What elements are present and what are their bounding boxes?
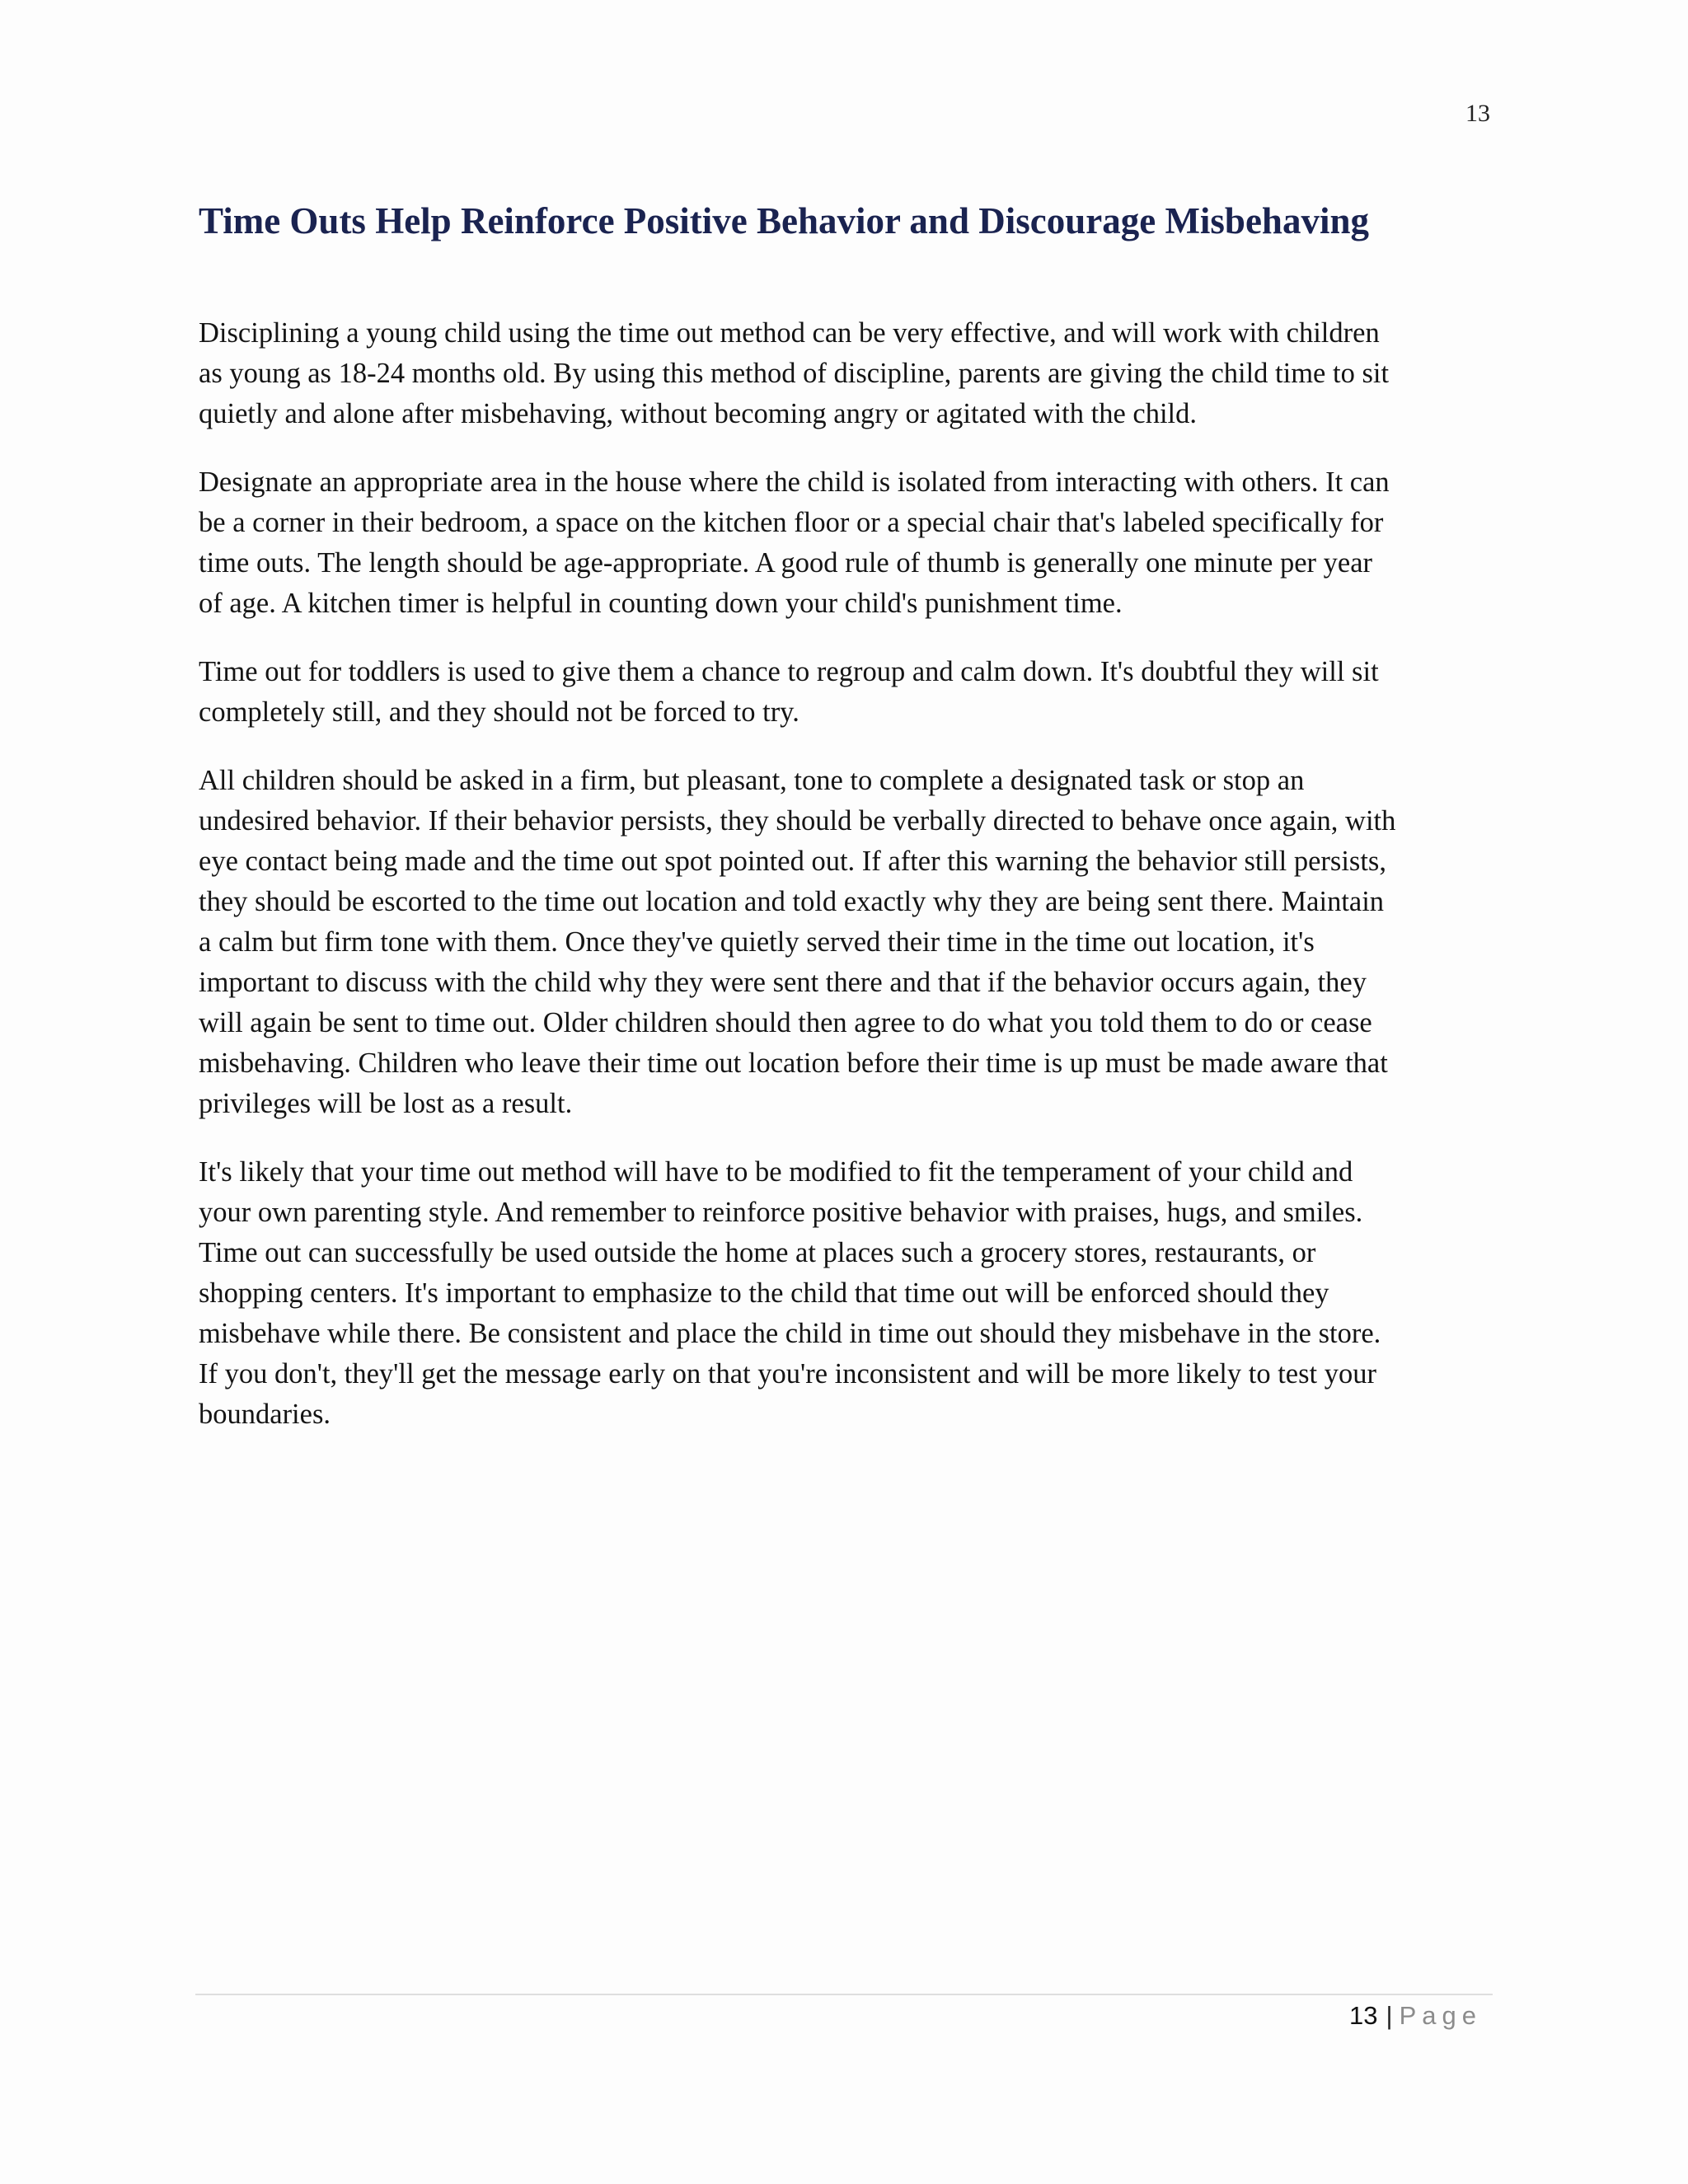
paragraph-line: Time out can successfully be used outside the home at places such a grocery stores, restaurants, or: [199, 1237, 1316, 1268]
paragraph-line: All children should be asked in a firm, but pleasant, tone to complete a designated task or stop an: [199, 765, 1305, 796]
paragraph-line: misbehave while there. Be consistent and place the child in time out should they misbehave in the store.: [199, 1318, 1381, 1349]
paragraph-line: your own parenting style. And remember to reinforce positive behavior with praises, hugs, and smiles.: [199, 1197, 1363, 1228]
paragraph-line: quietly and alone after misbehaving, without becoming angry or agitated with the child.: [199, 398, 1198, 429]
paragraph-line: important to discuss with the child why they were sent there and that if the behavior occurs again, they: [199, 967, 1367, 998]
paragraph-line: they should be escorted to the time out location and told exactly why they are being sent there. Maintain: [199, 886, 1385, 917]
paragraph-line: as young as 18-24 months old. By using this method of discipline, parents are giving the child time to sit: [199, 358, 1390, 389]
footer-separator: |: [1386, 2001, 1393, 2030]
section-heading: Time Outs Help Reinforce Positive Behavior and Discourage Misbehaving: [199, 200, 1369, 241]
paragraph-line: It's likely that your time out method will have to be modified to fit the temperament of your child and: [199, 1156, 1353, 1188]
footer-divider: [195, 1994, 1493, 1995]
paragraph: [199, 313, 1501, 434]
paragraph-line: eye contact being made and the time out spot pointed out. If after this warning the behavior still persists,: [199, 846, 1386, 877]
paragraph-line: misbehaving. Children who leave their time out location before their time is up must be made aware that: [199, 1047, 1388, 1079]
paragraph-line: of age. A kitchen timer is helpful in counting down your child's punishment time.: [199, 588, 1123, 619]
paragraph-line: undesired behavior. If their behavior persists, they should be verbally directed to behave once again, with: [199, 805, 1396, 837]
footer-page-number: 13: [1349, 2001, 1378, 2030]
paragraph-line: Time out for toddlers is used to give them a chance to regroup and calm down. It's doubtful they will sit: [199, 656, 1379, 687]
body-text: [199, 313, 1501, 1463]
page-footer: [1349, 1998, 1482, 2034]
paragraph: [199, 652, 1501, 733]
paragraph-line: a calm but firm tone with them. Once they've quietly served their time in the time out location, it's: [199, 926, 1315, 958]
paragraph-line: Disciplining a young child using the time out method can be very effective, and will work with children: [199, 317, 1380, 349]
paragraph: [199, 462, 1501, 624]
paragraph-line: shopping centers. It's important to emphasize to the child that time out will be enforced should they: [199, 1277, 1329, 1309]
paragraph-line: privileges will be lost as a result.: [199, 1088, 573, 1119]
footer-page-label: Page: [1399, 2001, 1482, 2030]
paragraph-line: will again be sent to time out. Older children should then agree to do what you told them to do or cease: [199, 1007, 1372, 1038]
paragraph: [199, 1152, 1501, 1435]
paragraph-line: time outs. The length should be age-appropriate. A good rule of thumb is generally one minute per year: [199, 547, 1373, 579]
paragraph-line: be a corner in their bedroom, a space on the kitchen floor or a special chair that's labeled specifically for: [199, 507, 1384, 538]
paragraph-line: Designate an appropriate area in the house where the child is isolated from interacting with others. It can: [199, 466, 1390, 498]
paragraph: [199, 761, 1501, 1124]
paragraph-line: If you don't, they'll get the message early on that you're inconsistent and will be more likely to test your: [199, 1358, 1376, 1390]
paragraph-line: boundaries.: [199, 1399, 331, 1430]
header-page-number: 13: [1465, 100, 1490, 127]
paragraph-line: completely still, and they should not be forced to try.: [199, 696, 799, 728]
